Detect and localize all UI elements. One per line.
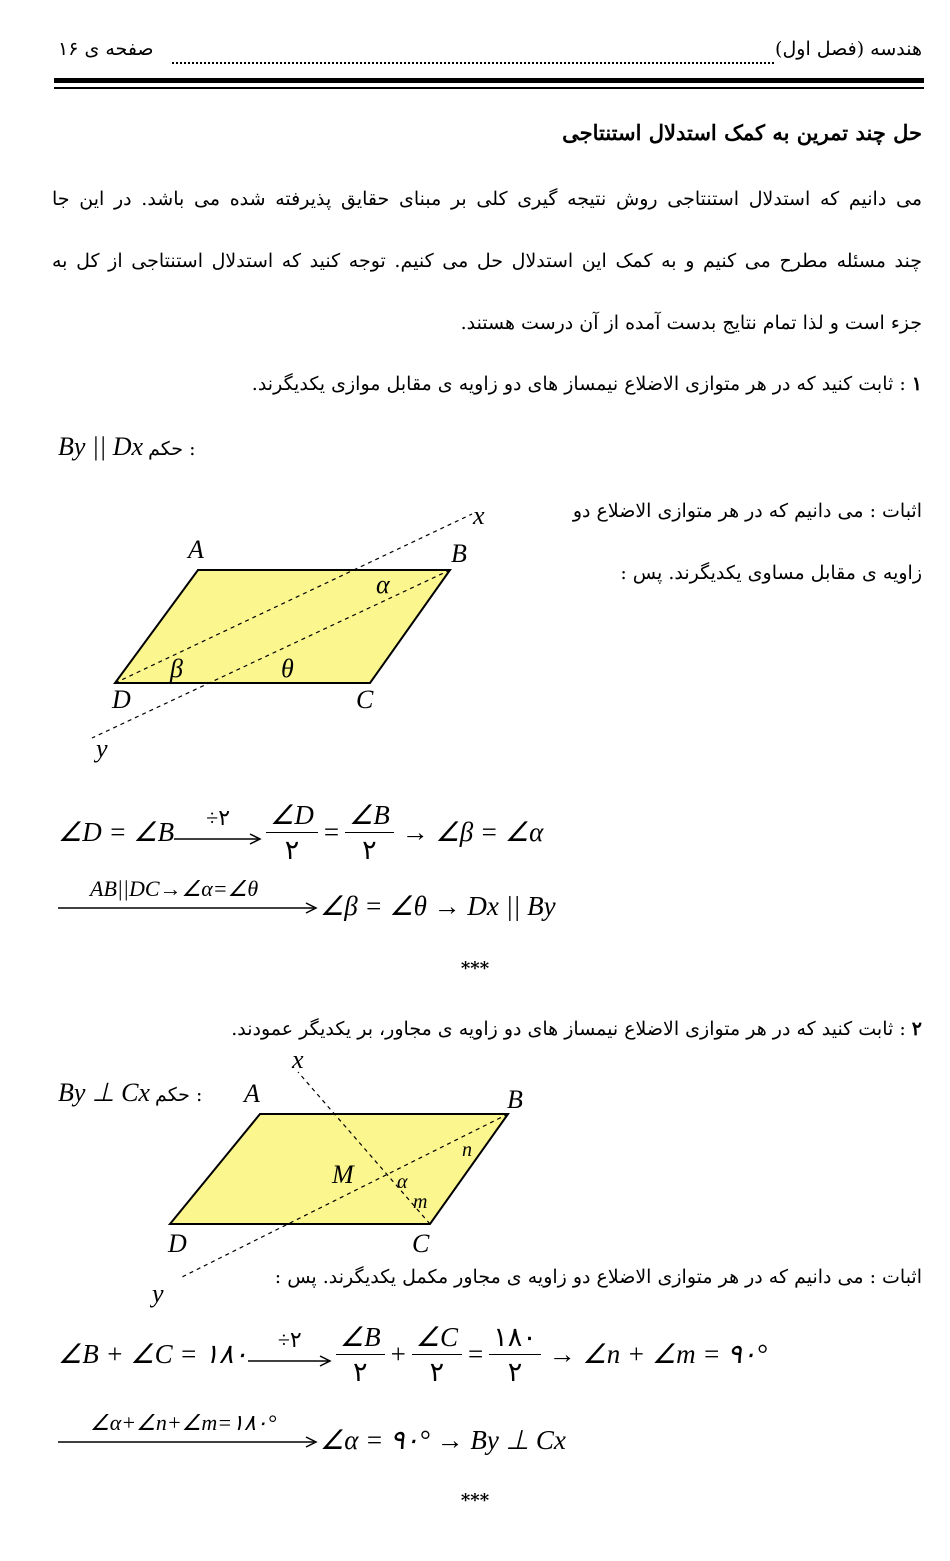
p2-eq1-lhs: ∠B + ∠C = ۱۸۰ — [58, 1339, 248, 1369]
label-alpha: α — [376, 570, 390, 599]
p1-eq2-arrow — [58, 878, 320, 922]
problem1-number: ۱ — [911, 373, 922, 395]
label-a: A — [188, 535, 204, 564]
problem1-statement — [252, 373, 922, 395]
label-alpha-2: α — [397, 1171, 408, 1193]
intro-line-1: می دانیم که استدلال استنتاجی روش نتیجه گیری کلی بر مبنای حقایق پذیرفته شده می باشد. در این جا — [52, 188, 922, 210]
problem2-text: : ثابت کنید که در هر متوازی الاضلاع نیمساز های دو زاویه ی مجاور، بر یکدیگر عمودند. — [231, 1018, 906, 1040]
problem1-claim-formula: By || Dx — [58, 432, 144, 461]
label-y: y — [96, 734, 108, 763]
problem2-statement — [231, 1018, 922, 1040]
p2-eq1-op: ÷۲ — [277, 1326, 302, 1352]
problem1-proof-line-1: اثبات : می دانیم که در هر متوازی الاضلاع دو — [572, 500, 922, 522]
label-beta: β — [170, 654, 183, 683]
label-m-point: M — [332, 1160, 354, 1189]
arrow-icon — [248, 1355, 334, 1367]
label-theta: θ — [281, 654, 294, 683]
p2-eq2-arrow — [58, 1412, 320, 1456]
label-a-2: A — [244, 1079, 260, 1108]
arrow-icon — [174, 833, 264, 845]
p1-eq1-rhs: → ∠β = ∠α — [401, 817, 544, 847]
p2-eq1-equals: = — [468, 1339, 484, 1369]
label-d: D — [112, 685, 131, 714]
p1-eq1-op: ÷۲ — [206, 804, 231, 830]
p2-eq1-frac-180: $\frac{۱۸۰}{۲}$ — [489, 1320, 541, 1389]
p1-eq2-rhs: ∠β = ∠θ → Dx || By — [320, 891, 556, 921]
p2-eq1-arrow — [248, 1326, 334, 1377]
label-b: B — [451, 539, 467, 568]
label-b-2: B — [507, 1085, 523, 1114]
problem2-claim-label: : حکم — [155, 1084, 203, 1106]
p2-eq1-plus: + — [390, 1339, 406, 1369]
p1-eq1-frac-d: $\frac{\angle D}{۲}$ — [266, 798, 318, 867]
header-page-number: صفحه ی ۱۶ — [58, 38, 154, 60]
section-title: حل چند تمرین به کمک استدلال استنتاجی — [562, 120, 922, 145]
problem2-equation-1 — [58, 1320, 767, 1389]
problem1-figure — [80, 500, 520, 770]
problem1-text: : ثابت کنید که در هر متوازی الاضلاع نیمساز های دو زاویه ی مقابل موازی یکدیگرند. — [251, 373, 906, 395]
p2-eq1-rhs: → ∠n + ∠m = ۹۰° — [548, 1339, 768, 1369]
p2-eq2-rhs: ∠α = ۹۰° → By ⊥ Cx — [320, 1425, 566, 1455]
intro-line-3: جزء است و لذا تمام نتایج بدست آمده از آن درست هستند. — [460, 312, 922, 334]
problem1-claim-label: : حکم — [148, 438, 196, 460]
problem2-proof-line: اثبات : می دانیم که در هر متوازی الاضلاع دو زاویه ی مجاور مکمل یکدیگرند. پس : — [274, 1266, 922, 1288]
p1-eq2-over: AB||DC→∠α=∠θ — [90, 876, 259, 901]
problem1-equation-1 — [58, 798, 543, 867]
separator-2: *** — [460, 1490, 490, 1511]
intro-line-2: چند مسئله مطرح می کنیم و به کمک این استدلال حل می کنیم. توجه کنید که استدلال استنتاجی از کل به — [52, 250, 922, 272]
header-rule-thick — [54, 78, 924, 83]
label-c: C — [356, 685, 374, 714]
label-y-2: y — [152, 1279, 164, 1308]
arrow-icon — [58, 1436, 320, 1448]
problem1-claim — [58, 432, 195, 462]
p1-eq1-lhs: ∠D = ∠B — [58, 817, 175, 847]
p1-eq1-equals: = — [323, 817, 340, 847]
problem1-equation-2 — [58, 878, 556, 922]
problem2-claim-formula: By ⊥ Cx — [58, 1078, 150, 1107]
label-x-2: x — [292, 1048, 304, 1074]
separator-1: *** — [460, 958, 490, 979]
p2-eq1-frac-b: $\frac{\angle B}{۲}$ — [336, 1320, 385, 1389]
p2-eq1-frac-c: $\frac{\angle C}{۲}$ — [412, 1320, 462, 1389]
p1-eq1-arrow — [174, 804, 264, 855]
header-rule-thin — [54, 87, 924, 89]
arrow-icon — [58, 902, 320, 914]
header-title: هندسه (فصل اول) — [775, 38, 922, 60]
p1-eq1-frac-b: $\frac{\angle B}{۲}$ — [345, 798, 394, 867]
label-n: n — [462, 1139, 472, 1161]
problem1-proof-line-2: زاویه ی مقابل مساوی یکدیگرند. پس : — [620, 562, 922, 584]
p2-eq2-over: ∠α+∠n+∠m=۱۸۰° — [90, 1410, 277, 1435]
header-dots — [172, 62, 774, 64]
label-m-angle: m — [413, 1191, 428, 1213]
label-x: x — [473, 501, 485, 530]
label-c-2: C — [412, 1229, 430, 1258]
problem2-number: ۲ — [911, 1018, 922, 1040]
label-d-2: D — [168, 1229, 187, 1258]
problem2-equation-2 — [58, 1412, 566, 1456]
